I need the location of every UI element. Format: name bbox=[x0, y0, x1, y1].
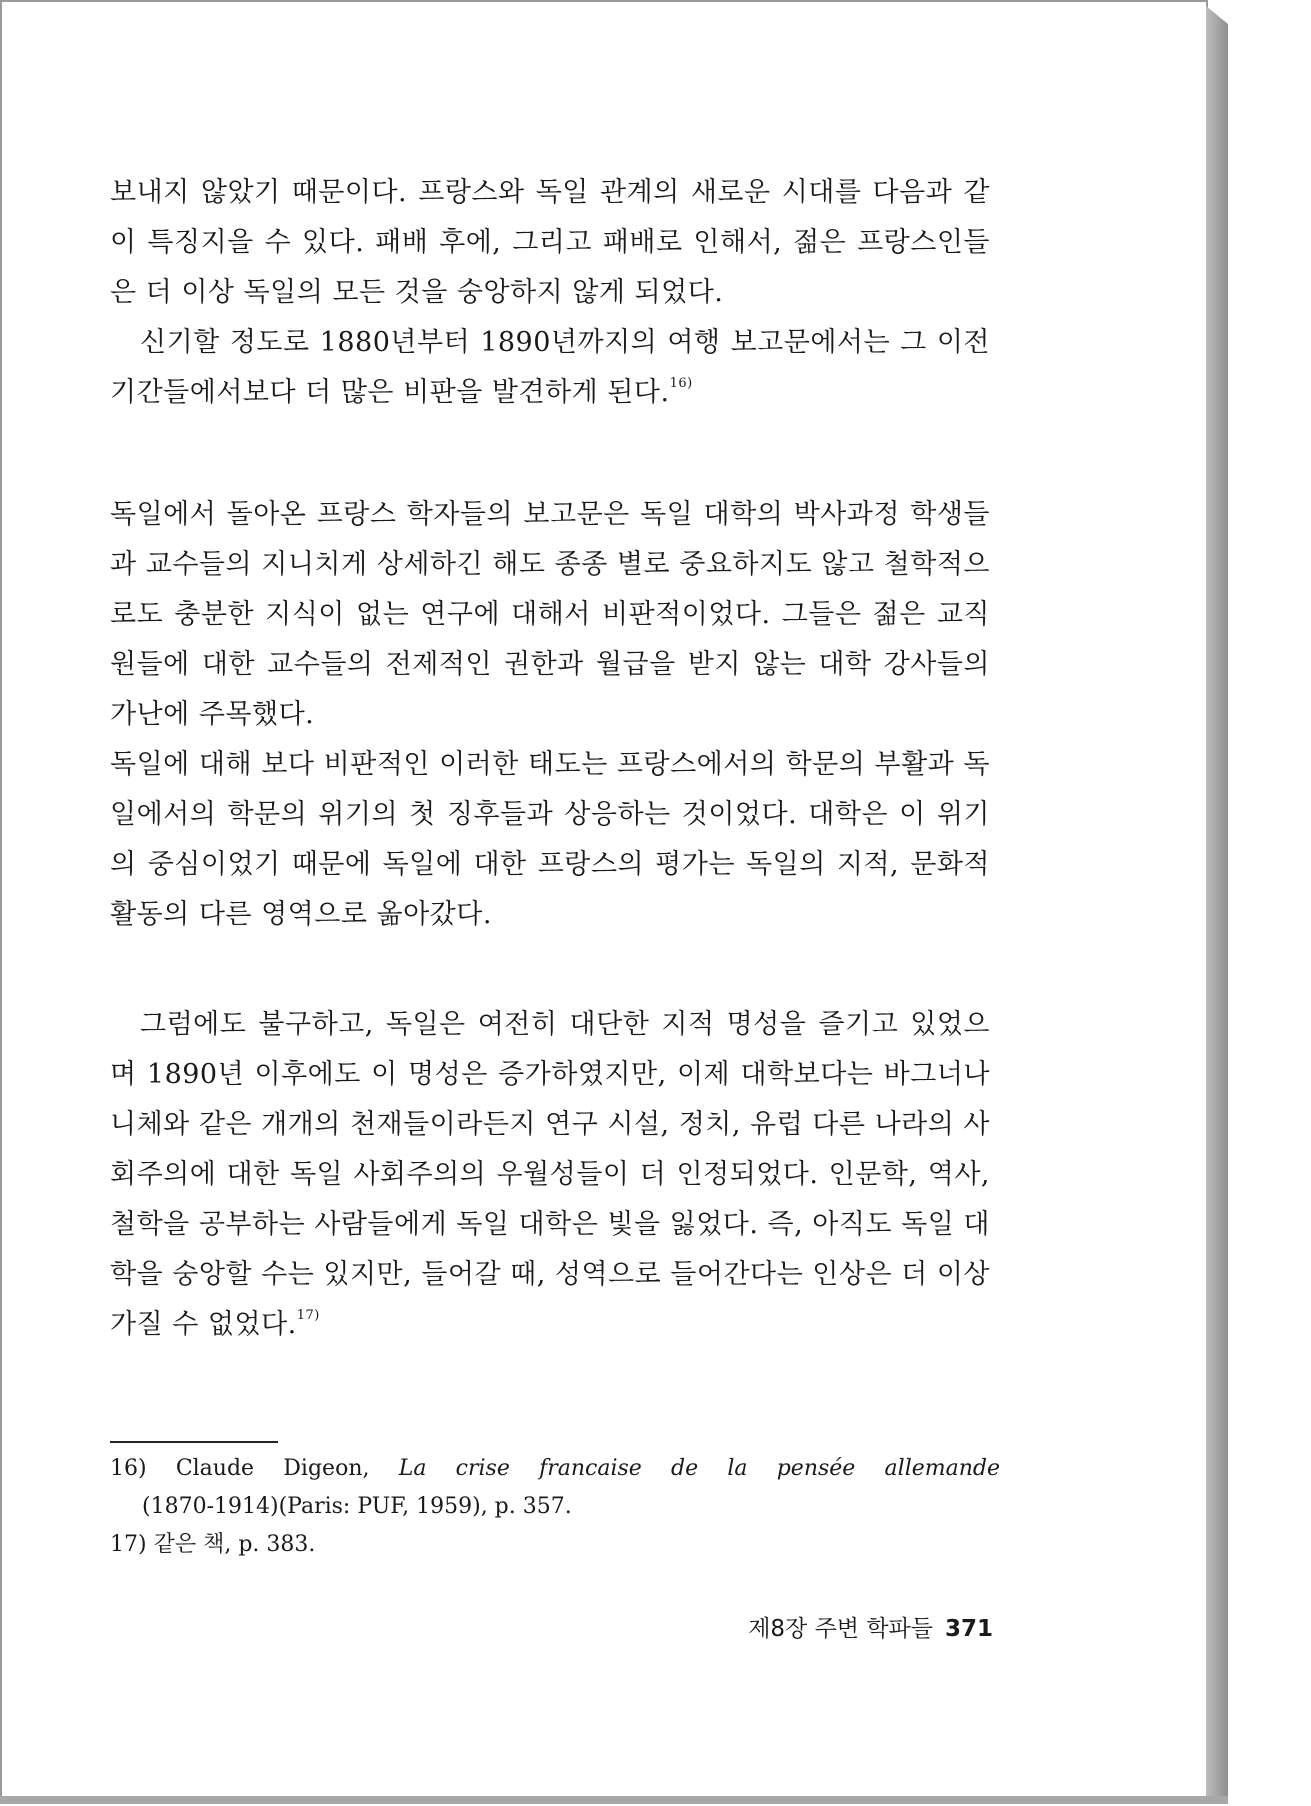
footnote-16-number: 16) bbox=[110, 1456, 147, 1481]
footnotes bbox=[110, 1450, 1000, 1564]
footnote-ref-16: 16) bbox=[669, 376, 693, 391]
paragraph-4: 독일에 대해 보다 비판적인 이러한 태도는 프랑스에서의 학문의 부활과 독일에서의 학문의 위기의 첫 징후들과 상응하는 것이었다. 대학은 이 위기의 중심이었기 때문에 독일에 대한 프랑스의 평가는 독일의 지적, 문화적 활동의 다른 영역으로 옮아갔다. bbox=[110, 749, 990, 930]
paragraph-5-text: 그럼에도 불구하고, 독일은 여전히 대단한 지적 명성을 즐기고 있었으며 1890년 이후에도 이 명성은 증가하였지만, 이제 대학보다는 바그너나 니체와 같은 개개의 천재들이라든지 연구 시설, 정치, 유럽 다른 나라의 사회주의에 대한 독일 사회주의의 우월성들이 더 인정되었다. 인문학, 역사, 철학을 공부하는 사람들에게 독일 대학은 빛을 잃었다. 즉, 아직도 독일 대학을 숭앙할 수는 있지만, 들어갈 때, 성역으로 들어간다는 인상은 더 이상 가질 수 없었다. bbox=[110, 1009, 990, 1340]
footnote-17-text: 같은 책, p. 383. bbox=[153, 1532, 316, 1557]
footnote-17-number: 17) bbox=[110, 1532, 147, 1557]
chapter-title: 제8장 주변 학파들 bbox=[748, 1616, 933, 1642]
page-number: 371 bbox=[944, 1616, 993, 1642]
footnote-ref-17: 17) bbox=[296, 1308, 320, 1323]
footnote-16 bbox=[110, 1450, 1000, 1488]
footnote-rule bbox=[110, 1441, 278, 1443]
footnote-16-continued: (1870-1914)(Paris: PUF, 1959), p. 357. bbox=[142, 1494, 572, 1519]
running-footer bbox=[748, 1610, 993, 1643]
footnote-16-author: Claude Digeon, bbox=[175, 1456, 370, 1481]
paragraph-1: 보내지 않았기 때문이다. 프랑스와 독일 관계의 새로운 시대를 다음과 같이 특징지을 수 있다. 패배 후에, 그리고 패배로 인해서, 젊은 프랑스인들은 더 이상 독일의 모든 것을 숭앙하지 않게 되었다. bbox=[110, 177, 990, 308]
page-edge-bottom bbox=[0, 1796, 1228, 1804]
text-block-1 bbox=[110, 168, 990, 418]
page-edge-right bbox=[1206, 6, 1228, 1800]
paragraph-2 bbox=[110, 318, 990, 418]
text-block-2 bbox=[110, 490, 990, 940]
paragraph-5 bbox=[110, 1000, 990, 1350]
footnote-16-title: La crise francaise de la pensée allemande bbox=[398, 1456, 1001, 1481]
text-block-3 bbox=[110, 1000, 990, 1350]
paragraph-3: 독일에서 돌아온 프랑스 학자들의 보고문은 독일 대학의 박사과정 학생들과 교수들의 지니치게 상세하긴 해도 종종 별로 중요하지도 않고 철학적으로도 충분한 지식이 없는 연구에 대해서 비판적이었다. 그들은 젊은 교직원들에 대한 교수들의 전제적인 권한과 월급을 받지 않는 대학 강사들의 가난에 주목했다. bbox=[110, 499, 990, 730]
footnote-17 bbox=[110, 1526, 1000, 1564]
paragraph-2-text: 신기할 정도로 1880년부터 1890년까지의 여행 보고문에서는 그 이전 기간들에서보다 더 많은 비판을 발견하게 된다. bbox=[110, 327, 990, 408]
